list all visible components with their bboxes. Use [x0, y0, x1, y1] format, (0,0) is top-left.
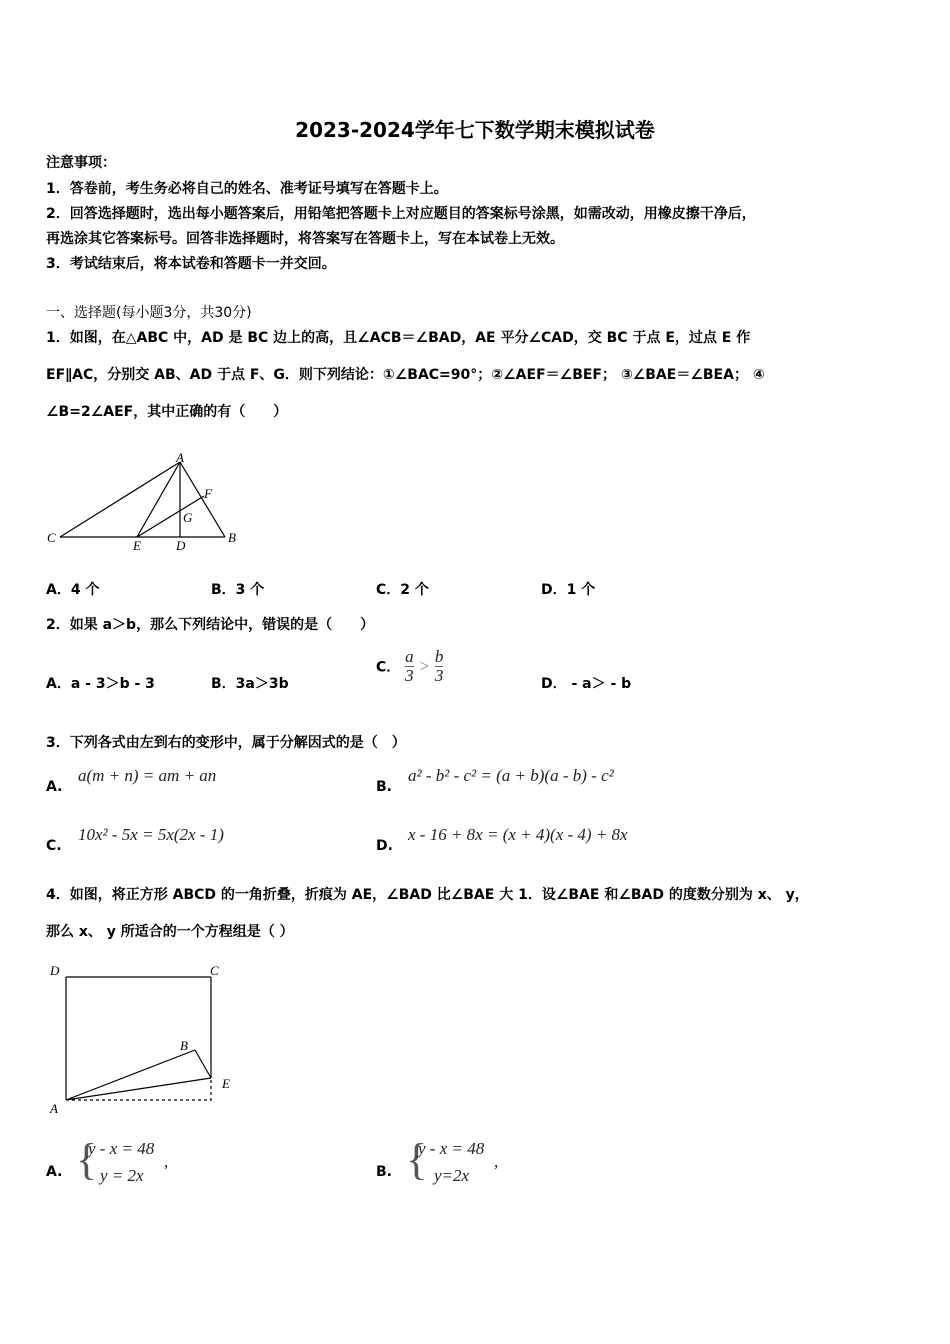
- label-F: F: [204, 486, 212, 501]
- notice-heading: 注意事项：: [46, 155, 116, 171]
- label-B: B: [228, 530, 236, 545]
- q1-option-d[interactable]: D．1 个: [541, 582, 596, 598]
- q1-line: EF∥AC，分别交 AB、AD 于点 F、G．则下列结论：①∠BAC=90°；②∠AEF＝∠BEF； ③∠BAE＝∠BEA； ④: [46, 367, 765, 383]
- notice-item: 再选涂其它答案标号。回答非选择题时，将答案写在答题卡上，写在本试卷上无效。: [46, 231, 564, 247]
- q3-option-label[interactable]: D.: [376, 838, 393, 854]
- q3-option-label[interactable]: B.: [376, 779, 392, 795]
- q1-triangle-figure: [40, 450, 250, 555]
- section-heading: 一、选择题(每小题3分，共30分): [46, 305, 252, 321]
- q4-option-a-eq1: y - x = 48: [88, 1139, 155, 1158]
- q4-option-label[interactable]: A.: [46, 1164, 63, 1180]
- q3-option-c-expr: 10x² - 5x = 5x(2x - 1): [78, 825, 224, 844]
- q3-option-b-expr: a² - b² - c² = (a + b)(a - b) - c²: [408, 766, 614, 785]
- q3-option-a-expr: a(m + n) = am + an: [78, 766, 217, 785]
- document-page: 2023-2024学年七下数学期末模拟试卷 注意事项： 1．答卷前，考生务必将自己的姓名、准考证号填写在答题卡上。 2．回答选择题时，选出每小题答案后，用铅笔把答题卡上对应题目的答案标号涂黑，如需改动，用橡皮擦干净后， 再选涂其它答案标号。回答非选择题时，将答案写在答题卡上，写在本试卷上无效。 3．考试结束后，将本试卷和答题卡一并交回。 一、选择题(每小题3分，共30分) 1．如图，在△ABC 中，AD 是 BC 边上的高，且∠ACB＝∠BAD，AE 平分∠CAD，交 BC 于点 E，过点 E 作 EF∥AC，分别交 AB、AD 于点 F、G．则下列结论：①∠BAC=90°；②∠AEF＝∠BEF； ③∠BAE＝∠BEA； ④ ∠B=2∠AEF，其中正确的有（ ） A B C D E F G A．4 个 B．3 个 C．2 个 D．1 个 2．如果 a＞b，那么下列结论中，错误的是（ ） A．a - 3＞b - 3 B．3a＞3b C． $\frac{a}{3}$ > $\frac{b}{3}$ D． - a＞ - b 3．下列各式由左到右的变形中，属于分解因式的是（ ） A. a(m + n) = am + an B. a² - b² - c² = (a + b)(a - b) - c² C. 10x² - 5x = 5x(2x - 1) D. x - 16 + 8x = (x + 4)(x - 4) + 8x 4．如图，将正方形 ABCD 的一角折叠，折痕为 AE，∠BAD 比∠BAE 大 1．设∠BAE 和∠BAD 的度数分别为 x、 y， 那么 x、 y 所适合的一个方程组是（ ） D C B E A A. { y - x = 48 y = 2x , B. { y - x = 48 y=2x ,: [0, 0, 950, 1344]
- q2-option-a[interactable]: A．a - 3＞b - 3: [46, 676, 155, 692]
- q4-option-label[interactable]: B.: [376, 1164, 392, 1180]
- q3-stem: 3．下列各式由左到右的变形中，属于分解因式的是（ ）: [46, 735, 406, 751]
- notice-item: 1．答卷前，考生务必将自己的姓名、准考证号填写在答题卡上。: [46, 181, 448, 197]
- q3-option-d-expr: x - 16 + 8x = (x + 4)(x - 4) + 8x: [408, 825, 628, 844]
- q1-option-b[interactable]: B．3 个: [211, 582, 265, 598]
- fraction: $\frac{b}{3}$: [434, 647, 444, 685]
- q1-option-a[interactable]: A．4 个: [46, 582, 100, 598]
- q3-option-label[interactable]: C.: [46, 838, 62, 854]
- q3-option-label[interactable]: A.: [46, 779, 63, 795]
- q2-option-b[interactable]: B．3a＞3b: [211, 676, 289, 692]
- label-C: C: [47, 530, 56, 545]
- q1-option-c[interactable]: C．2 个: [376, 582, 429, 598]
- option-label: C．: [376, 659, 401, 676]
- q1-line: ∠B=2∠AEF，其中正确的有（ ）: [46, 404, 288, 420]
- q4-line: 那么 x、 y 所适合的一个方程组是（ ）: [46, 924, 294, 940]
- label-A: A: [50, 1101, 58, 1116]
- label-B: B: [180, 1038, 188, 1053]
- label-A: A: [176, 450, 184, 465]
- separator: ,: [494, 1152, 499, 1171]
- label-D: D: [176, 538, 186, 553]
- label-E: E: [222, 1076, 230, 1091]
- fraction: $\frac{a}{3}$: [405, 647, 414, 685]
- q4-option-b-eq1: y - x = 48: [418, 1139, 485, 1158]
- q4-line: 4．如图，将正方形 ABCD 的一角折叠，折痕为 AE，∠BAD 比∠BAE 大 1．设∠BAE 和∠BAD 的度数分别为 x、 y，: [46, 887, 809, 903]
- q1-line: 1．如图，在△ABC 中，AD 是 BC 边上的高，且∠ACB＝∠BAD，AE 平分∠CAD，交 BC 于点 E，过点 E 作: [46, 330, 751, 346]
- label-E: E: [133, 538, 141, 553]
- label-D: D: [50, 963, 60, 978]
- notice-item: 3．考试结束后，将本试卷和答题卡一并交回。: [46, 256, 336, 272]
- separator: ,: [164, 1152, 169, 1171]
- q4-option-a-eq2: y = 2x: [100, 1166, 144, 1185]
- q2-option-c[interactable]: C． $\frac{a}{3}$ > $\frac{b}{3}$: [376, 647, 444, 685]
- label-G: G: [183, 510, 193, 525]
- label-C: C: [210, 963, 219, 978]
- page-title: 2023-2024学年七下数学期末模拟试卷: [295, 118, 655, 142]
- notice-item: 2．回答选择题时，选出每小题答案后，用铅笔把答题卡上对应题目的答案标号涂黑，如需改动，用橡皮擦干净后，: [46, 206, 756, 222]
- q2-option-d[interactable]: D． - a＞ - b: [541, 676, 632, 692]
- q4-option-b-eq2: y=2x: [434, 1166, 470, 1185]
- q4-square-figure: [40, 958, 250, 1118]
- q2-stem: 2．如果 a＞b，那么下列结论中，错误的是（ ）: [46, 617, 375, 633]
